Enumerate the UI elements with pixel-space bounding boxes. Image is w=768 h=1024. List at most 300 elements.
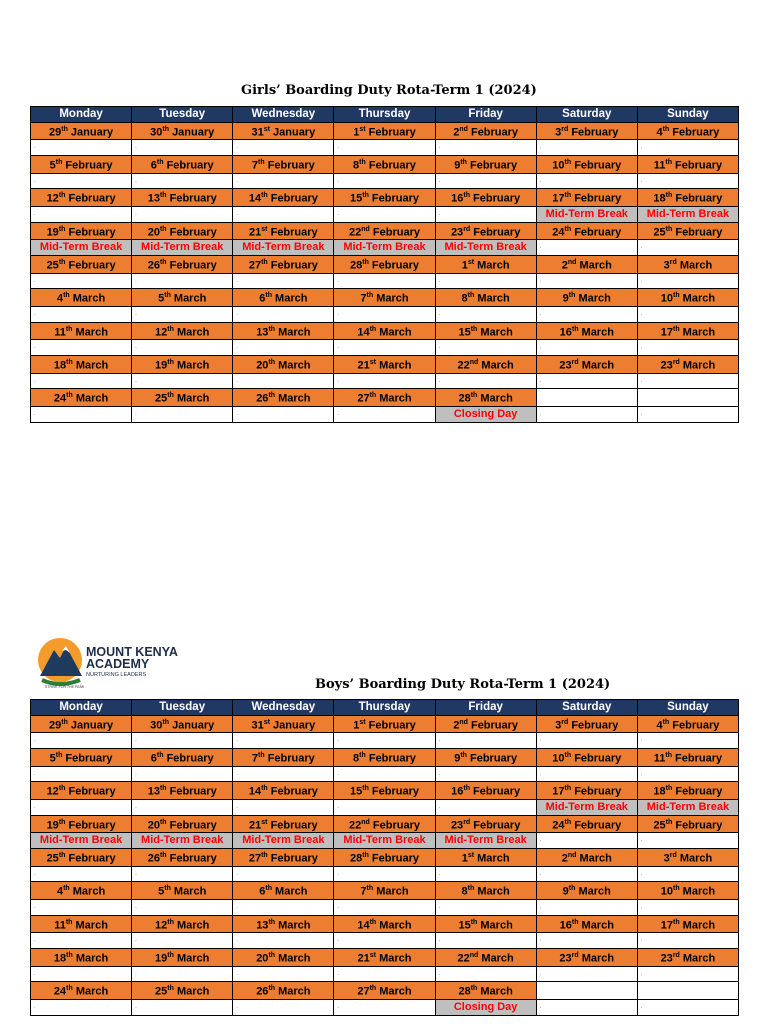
date-cell: [334, 256, 435, 274]
day-header-monday: Monday: [31, 700, 132, 716]
date-suffix: rd: [571, 359, 579, 367]
date-cell: [334, 882, 435, 900]
date-day: 7: [360, 886, 367, 899]
date-day: 16: [451, 193, 464, 206]
duty-cell: .: [132, 173, 233, 189]
date-cell: [31, 222, 132, 240]
date-day: 15: [458, 326, 471, 339]
date-suffix: th: [369, 918, 377, 926]
date-cell: [132, 749, 233, 767]
duty-cell: .: [233, 173, 334, 189]
date-cell: [233, 949, 334, 967]
duty-cell: .: [435, 340, 536, 356]
date-cell: [233, 389, 334, 407]
duty-cell: .: [31, 866, 132, 882]
date-cell: [435, 949, 536, 967]
duty-cell: .: [536, 833, 637, 849]
date-day: 13: [256, 326, 269, 339]
date-suffix: rd: [463, 818, 471, 826]
date-cell: [536, 256, 637, 274]
date-cell: [31, 322, 132, 340]
date-month: March: [275, 886, 308, 899]
date-suffix: th: [470, 325, 478, 333]
date-suffix: th: [167, 985, 174, 993]
date-day: 23: [660, 952, 673, 965]
date-day: 15: [458, 919, 471, 932]
date-day: 23: [660, 359, 673, 372]
date-cell: [132, 849, 233, 867]
date-suffix: th: [167, 359, 174, 367]
date-month: February: [574, 786, 622, 799]
date-day: 26: [256, 393, 269, 406]
date-row: [31, 749, 739, 767]
date-month: February: [270, 226, 318, 239]
duty-cell: .: [637, 733, 738, 749]
date-day: 15: [349, 786, 363, 799]
date-suffix: th: [55, 159, 63, 167]
date-month: March: [682, 326, 716, 339]
date-suffix: th: [673, 325, 680, 333]
duty-cell: .: [233, 933, 334, 949]
date-suffix: th: [159, 225, 167, 233]
date-cell: [31, 749, 132, 767]
date-suffix: nd: [469, 952, 479, 960]
girls-rota-title: Girls’ Boarding Duty Rota-Term 1 (2024): [241, 83, 537, 98]
duty-cell: .: [536, 140, 637, 156]
date-day: 17: [552, 193, 565, 206]
date-suffix: th: [61, 718, 68, 726]
date-suffix: st: [359, 125, 366, 133]
date-cell: [334, 356, 435, 374]
date-month: February: [270, 819, 318, 832]
duty-cell: .: [536, 373, 637, 389]
duty-row: [31, 766, 739, 782]
date-cell: [536, 749, 637, 767]
date-day: 9: [562, 886, 569, 899]
date-day: 16: [559, 326, 572, 339]
date-cell: [637, 815, 738, 833]
date-month: March: [278, 326, 311, 339]
date-month: March: [379, 919, 412, 932]
date-suffix: th: [58, 192, 66, 200]
date-suffix: th: [167, 952, 174, 960]
logo-name-line2: ACADEMY: [86, 657, 150, 671]
date-month: February: [473, 786, 521, 799]
duty-cell: .: [435, 900, 536, 916]
date-suffix: th: [58, 852, 66, 860]
date-month: March: [75, 326, 108, 339]
date-row: [31, 189, 739, 207]
date-day: 16: [451, 786, 464, 799]
duty-cell: .: [132, 866, 233, 882]
date-cell: [435, 715, 536, 733]
date-cell: [435, 389, 536, 407]
mid-term-break-cell: Mid-Term Break: [435, 833, 536, 849]
date-day: 25: [46, 259, 59, 272]
logo-name-line1: MOUNT KENYA: [86, 645, 178, 659]
day-header-saturday: Saturday: [536, 700, 637, 716]
duty-cell: .: [435, 173, 536, 189]
date-suffix: th: [564, 225, 572, 233]
date-day: 31: [251, 126, 264, 139]
duty-cell: .: [536, 307, 637, 323]
date-suffix: th: [568, 292, 576, 300]
date-suffix: th: [156, 159, 164, 167]
duty-cell: .: [233, 866, 334, 882]
date-cell: [31, 849, 132, 867]
date-month: March: [477, 886, 510, 899]
date-month: February: [675, 226, 723, 239]
date-cell: [536, 815, 637, 833]
date-day: 24: [552, 819, 565, 832]
date-suffix: th: [564, 192, 572, 200]
date-cell: [637, 289, 738, 307]
date-month: February: [371, 259, 419, 272]
duty-cell: .: [132, 340, 233, 356]
date-suffix: th: [268, 325, 276, 333]
duty-cell: .: [334, 140, 435, 156]
date-suffix: th: [55, 752, 63, 760]
date-month: March: [278, 919, 311, 932]
date-cell: [536, 222, 637, 240]
date-suffix: th: [564, 159, 572, 167]
date-suffix: th: [268, 918, 276, 926]
date-suffix: th: [571, 918, 579, 926]
date-suffix: nd: [361, 818, 370, 826]
date-suffix: th: [164, 885, 171, 893]
duty-row: [31, 866, 739, 882]
date-month: March: [278, 359, 311, 372]
date-cell: [31, 882, 132, 900]
date-month: January: [172, 719, 215, 732]
date-suffix: th: [268, 359, 276, 367]
duty-row: [31, 833, 739, 849]
duty-cell: .: [536, 407, 637, 423]
date-month: March: [379, 986, 412, 999]
date-day: 25: [155, 986, 168, 999]
date-day: 6: [259, 293, 266, 306]
date-suffix: th: [261, 192, 268, 200]
date-cell: [233, 356, 334, 374]
duty-cell: .: [637, 900, 738, 916]
date-suffix: rd: [669, 852, 677, 860]
date-day: 30: [150, 719, 163, 732]
date-day: 2: [453, 126, 460, 139]
date-day: 11: [653, 159, 666, 172]
date-month: March: [682, 293, 716, 306]
date-cell: [536, 882, 637, 900]
date-cell: [31, 715, 132, 733]
date-suffix: th: [359, 752, 366, 760]
date-row: [31, 389, 739, 407]
date-cell: [536, 156, 637, 174]
date-suffix: th: [673, 292, 680, 300]
duty-cell: .: [334, 966, 435, 982]
date-month: March: [75, 359, 109, 372]
date-day: 14: [357, 919, 370, 932]
date-month: March: [682, 919, 716, 932]
date-cell: [334, 156, 435, 174]
date-suffix: th: [58, 225, 66, 233]
duty-cell: .: [233, 207, 334, 223]
date-day: 12: [46, 786, 59, 799]
date-month: March: [379, 393, 412, 406]
date-month: February: [675, 786, 723, 799]
date-month: March: [176, 326, 210, 339]
date-day: 1: [461, 852, 468, 865]
date-day: 18: [53, 359, 67, 372]
date-cell: [132, 982, 233, 1000]
date-cell: [334, 815, 435, 833]
date-month: February: [574, 159, 622, 172]
date-suffix: th: [258, 752, 265, 760]
date-cell: [637, 849, 738, 867]
duty-cell: .: [536, 173, 637, 189]
date-cell: [637, 949, 738, 967]
date-cell: [435, 289, 536, 307]
date-cell: [31, 189, 132, 207]
duty-cell: .: [637, 766, 738, 782]
date-suffix: th: [470, 392, 478, 400]
duty-row: [31, 140, 739, 156]
duty-cell: .: [132, 900, 233, 916]
date-month: February: [68, 259, 116, 272]
date-cell: [132, 715, 233, 733]
date-month: March: [682, 886, 716, 899]
duty-cell: .: [31, 933, 132, 949]
date-day: 1: [353, 719, 360, 732]
date-month: February: [371, 786, 419, 799]
day-header-sunday: Sunday: [637, 107, 738, 123]
duty-cell: .: [132, 800, 233, 816]
date-suffix: th: [265, 885, 272, 893]
duty-cell: .: [334, 407, 435, 423]
date-cell: [233, 256, 334, 274]
date-cell: [132, 915, 233, 933]
duty-cell: .: [233, 373, 334, 389]
date-cell: [31, 782, 132, 800]
date-suffix: st: [263, 718, 270, 726]
duty-cell: .: [31, 966, 132, 982]
duty-cell: .: [435, 207, 536, 223]
date-day: 13: [147, 193, 160, 206]
date-month: February: [68, 819, 116, 832]
date-day: 3: [663, 852, 670, 865]
date-cell: [435, 122, 536, 140]
date-suffix: rd: [669, 259, 677, 267]
date-month: January: [273, 719, 316, 732]
mid-term-break-cell: Mid-Term Break: [334, 833, 435, 849]
date-month: February: [368, 159, 416, 172]
date-month: February: [68, 786, 116, 799]
date-day: 29: [49, 719, 62, 732]
date-suffix: th: [58, 259, 66, 267]
duty-cell: .: [233, 766, 334, 782]
date-row: [31, 256, 739, 274]
duty-cell: .: [435, 766, 536, 782]
date-day: 6: [150, 159, 157, 172]
duty-cell: .: [132, 933, 233, 949]
date-month: January: [273, 126, 316, 139]
duty-cell: .: [233, 966, 334, 982]
date-month: March: [477, 293, 510, 306]
date-suffix: rd: [561, 718, 569, 726]
duty-cell: .: [536, 240, 637, 256]
date-cell: [637, 322, 738, 340]
date-month: March: [480, 326, 513, 339]
duty-cell: .: [31, 900, 132, 916]
date-day: 9: [454, 159, 461, 172]
date-cell: [637, 256, 738, 274]
date-day: 8: [353, 752, 360, 765]
date-month: February: [68, 852, 116, 865]
date-day: 21: [357, 952, 370, 965]
date-cell: [435, 782, 536, 800]
date-cell: [435, 882, 536, 900]
date-day: 10: [660, 886, 673, 899]
date-day: 23: [450, 819, 464, 832]
date-day: 9: [562, 293, 569, 306]
mid-term-break-cell: Mid-Term Break: [31, 833, 132, 849]
duty-row: [31, 373, 739, 389]
day-header-thursday: Thursday: [334, 107, 435, 123]
date-suffix: th: [66, 952, 73, 960]
date-month: February: [571, 126, 619, 139]
date-month: February: [571, 719, 619, 732]
date-day: 17: [660, 919, 673, 932]
duty-row: [31, 407, 739, 423]
date-day: 2: [453, 719, 460, 732]
date-day: 20: [256, 952, 269, 965]
date-month: March: [480, 986, 513, 999]
date-month: March: [278, 952, 311, 965]
date-day: 1: [461, 259, 468, 272]
date-suffix: th: [167, 325, 174, 333]
date-cell: [334, 122, 435, 140]
duty-row: [31, 1000, 739, 1016]
empty-cell: [536, 389, 637, 407]
date-month: March: [579, 259, 612, 272]
date-suffix: th: [470, 918, 478, 926]
duty-cell: .: [31, 173, 132, 189]
date-cell: [435, 849, 536, 867]
date-day: 4: [656, 719, 663, 732]
date-day: 2: [561, 852, 568, 865]
date-day: 5: [158, 293, 165, 306]
date-suffix: st: [467, 852, 475, 860]
duty-cell: .: [31, 140, 132, 156]
date-month: March: [75, 952, 109, 965]
date-day: 18: [653, 786, 666, 799]
duty-cell: .: [637, 273, 738, 289]
date-cell: [435, 356, 536, 374]
date-day: 17: [660, 326, 673, 339]
date-month: March: [578, 293, 611, 306]
date-day: 19: [46, 226, 59, 239]
duty-row: [31, 173, 739, 189]
date-suffix: nd: [459, 125, 468, 133]
date-month: February: [169, 852, 217, 865]
date-cell: [132, 356, 233, 374]
date-suffix: st: [359, 718, 366, 726]
date-month: February: [574, 226, 622, 239]
date-cell: [233, 715, 334, 733]
date-cell: [31, 389, 132, 407]
date-row: [31, 156, 739, 174]
date-suffix: th: [58, 818, 66, 826]
date-day: 18: [653, 193, 666, 206]
date-day: 7: [360, 293, 367, 306]
date-month: February: [166, 752, 214, 765]
date-day: 14: [357, 326, 370, 339]
duty-cell: .: [637, 966, 738, 982]
date-month: March: [176, 919, 210, 932]
duty-cell: .: [536, 900, 637, 916]
date-suffix: th: [366, 885, 374, 893]
date-month: February: [574, 819, 622, 832]
date-suffix: st: [369, 952, 376, 960]
date-month: March: [176, 359, 210, 372]
date-cell: [536, 782, 637, 800]
day-header-wednesday: Wednesday: [233, 107, 334, 123]
date-day: 27: [248, 852, 262, 865]
date-row: [31, 356, 739, 374]
duty-row: [31, 966, 739, 982]
duty-row: [31, 933, 739, 949]
date-cell: [637, 122, 738, 140]
date-month: January: [70, 719, 114, 732]
date-cell: [334, 849, 435, 867]
date-suffix: th: [359, 159, 366, 167]
date-day: 24: [53, 986, 67, 999]
date-cell: [435, 156, 536, 174]
date-month: March: [176, 393, 210, 406]
date-row: [31, 782, 739, 800]
duty-cell: .: [31, 307, 132, 323]
date-row: [31, 322, 739, 340]
date-suffix: nd: [459, 718, 468, 726]
date-suffix: th: [564, 818, 572, 826]
date-cell: [334, 782, 435, 800]
date-day: 3: [555, 719, 562, 732]
duty-cell: .: [334, 340, 435, 356]
date-day: 21: [357, 359, 370, 372]
duty-cell: .: [637, 933, 738, 949]
date-cell: [536, 715, 637, 733]
logo-motto: STRIVE FOR THE PEAK: [45, 685, 85, 689]
date-month: February: [371, 852, 419, 865]
date-cell: [334, 389, 435, 407]
date-cell: [233, 289, 334, 307]
date-cell: [435, 815, 536, 833]
duty-cell: .: [31, 1000, 132, 1016]
date-month: February: [473, 193, 521, 206]
date-month: February: [267, 752, 315, 765]
date-cell: [435, 982, 536, 1000]
date-suffix: st: [261, 225, 268, 233]
date-day: 7: [251, 752, 259, 765]
date-month: March: [376, 293, 409, 306]
date-month: March: [682, 952, 716, 965]
date-suffix: st: [467, 259, 475, 267]
date-suffix: th: [63, 292, 70, 300]
duty-cell: .: [132, 766, 233, 782]
duty-cell: .: [637, 340, 738, 356]
duty-cell: .: [435, 800, 536, 816]
duty-cell: .: [637, 833, 738, 849]
duty-cell: .: [233, 900, 334, 916]
date-suffix: th: [162, 125, 169, 133]
